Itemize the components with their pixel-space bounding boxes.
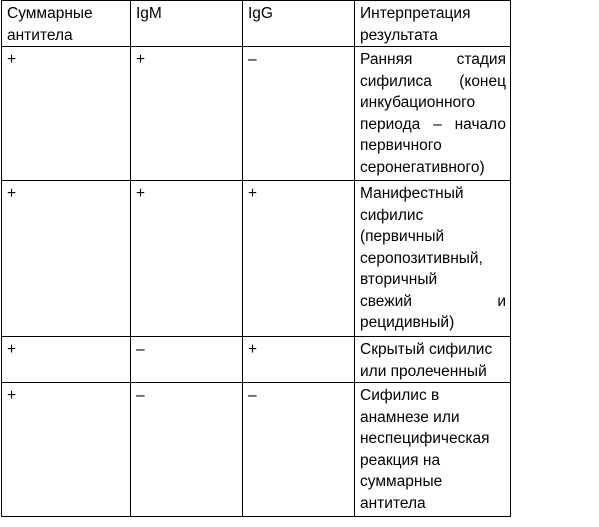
cell-igm: – bbox=[131, 383, 243, 517]
cell-igm: + bbox=[131, 47, 243, 181]
header-igm: IgM bbox=[131, 1, 243, 47]
interpretation-line: Ранняя стадия bbox=[360, 51, 506, 68]
cell-interpretation bbox=[355, 181, 511, 337]
interpretation-line: неспецифическая bbox=[360, 430, 490, 447]
interpretation-line: суммарные bbox=[360, 473, 443, 490]
cell-total-antibodies: + bbox=[2, 383, 131, 517]
interpretation-line: сифилис bbox=[360, 206, 424, 224]
interpretation-line: антитела bbox=[360, 494, 426, 512]
interpretation-line: свежий и bbox=[360, 292, 506, 310]
table-row bbox=[2, 337, 511, 383]
interpretation-line: серонегативного) bbox=[360, 158, 485, 176]
table-row bbox=[2, 181, 511, 337]
cell-interpretation bbox=[355, 47, 511, 181]
cell-total-antibodies: + bbox=[2, 47, 131, 181]
cell-igg: – bbox=[243, 383, 355, 517]
header-interpretation: Интерпретация результата bbox=[355, 1, 511, 47]
cell-igm: – bbox=[131, 337, 243, 383]
interpretation-line: рецидивный) bbox=[360, 314, 455, 331]
interpretation-line: периода – начало bbox=[360, 115, 506, 133]
table-row bbox=[2, 47, 511, 181]
cell-interpretation bbox=[355, 383, 511, 517]
interpretation-line: реакция на bbox=[360, 451, 441, 469]
interpretation-line: первичного bbox=[360, 137, 442, 154]
interpretation-line: вторичный bbox=[360, 271, 438, 288]
cell-interpretation bbox=[355, 337, 511, 383]
interpretation-line: Скрытый сифилис bbox=[360, 341, 493, 358]
interpretation-line: Сифилис в bbox=[360, 387, 440, 404]
interpretation-line: или пролеченный bbox=[360, 362, 487, 380]
cell-igg: + bbox=[243, 337, 355, 383]
interpretation-line: анамнезе или bbox=[360, 408, 460, 426]
interpretation-line: (первичный bbox=[360, 228, 445, 245]
interpretation-line: сифилиса (конец bbox=[360, 72, 506, 90]
interpretation-line: инкубационного bbox=[360, 94, 476, 111]
interpretation-line: Манифестный bbox=[360, 185, 464, 202]
results-table bbox=[1, 0, 511, 517]
header-total-antibodies: Суммарные антитела bbox=[2, 1, 131, 47]
header-row bbox=[2, 1, 511, 47]
cell-igm: + bbox=[131, 181, 243, 337]
cell-total-antibodies: + bbox=[2, 181, 131, 337]
table-row bbox=[2, 383, 511, 517]
interpretation-line: серопозитивный, bbox=[360, 249, 483, 267]
cell-total-antibodies: + bbox=[2, 337, 131, 383]
cell-igg: + bbox=[243, 181, 355, 337]
cell-igg: – bbox=[243, 47, 355, 181]
header-igg: IgG bbox=[243, 1, 355, 47]
